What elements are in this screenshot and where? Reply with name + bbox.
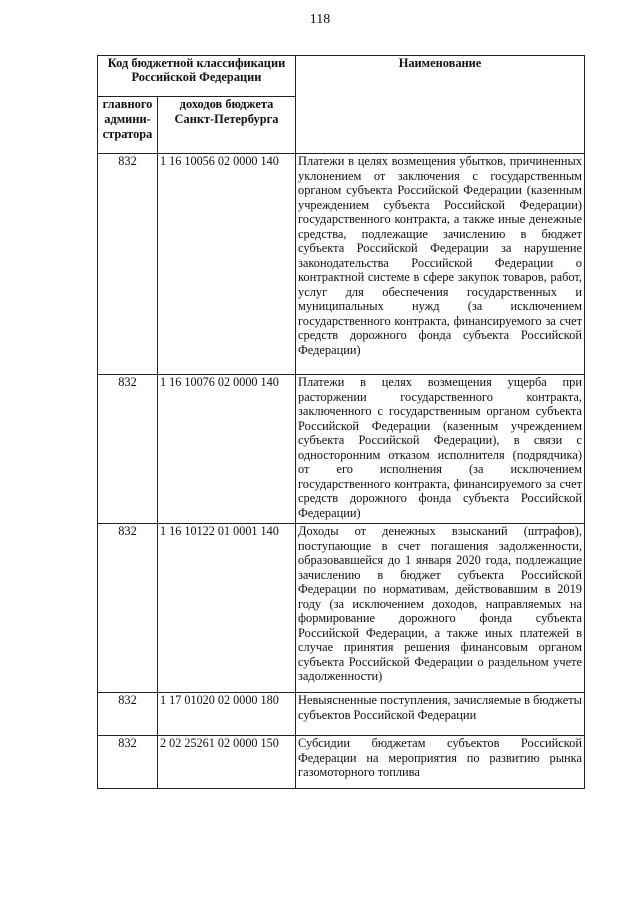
budget-classification-table: [97, 55, 585, 789]
table-row: [98, 375, 585, 524]
admin-code-cell: 832: [98, 375, 158, 524]
header-main-administrator: главного админи-стратора: [98, 97, 158, 154]
table-row: [98, 524, 585, 693]
income-code-cell: 1 16 10056 02 0000 140: [158, 154, 296, 375]
header-budget-income: доходов бюджета Санкт-Петербурга: [158, 97, 296, 154]
income-code-cell: 1 16 10076 02 0000 140: [158, 375, 296, 524]
name-cell: Субсидии бюджетам субъектов Российской Федерации на мероприятия по развитию рынка газомоторного топлива: [296, 736, 585, 789]
table-row: [98, 154, 585, 375]
header-name: Наименование: [296, 56, 585, 154]
header-budget-code: Код бюджетной классификации Российской Федерации: [98, 56, 296, 97]
admin-code-cell: 832: [98, 736, 158, 789]
name-cell: Невыясненные поступления, зачисляемые в бюджеты субъектов Российской Федерации: [296, 693, 585, 736]
name-cell: Доходы от денежных взысканий (штрафов), поступающие в счет погашения задолженности, образовавшейся до 1 января 2020 года, подлежащие зачислению в бюджет субъекта Российской Федерации по нормативам, действовавшим в 2019 году (за исключением доходов, направляемых на формирование дорожного фонда субъекта Российской Федерации, а также иных платежей в случае принятия решения финансовым органом субъекта Российской Федерации о раздельном учете задолженности): [296, 524, 585, 693]
income-code-cell: 1 17 01020 02 0000 180: [158, 693, 296, 736]
admin-code-cell: 832: [98, 524, 158, 693]
table-header-row: [98, 56, 585, 97]
admin-code-cell: 832: [98, 154, 158, 375]
name-cell: Платежи в целях возмещения убытков, причиненных уклонением от заключения с государственным органом субъекта Российской Федерации (казенным учреждением субъекта Российской Федерации) государственного контракта, а также иные денежные средства, подлежащие зачислению в бюджет субъекта Российской Федерации за нарушение законодательства Российской Федерации о контрактной системе в сфере закупок товаров, работ, услуг для обеспечения государственных и муниципальных нужд (за исключением государственного контракта, финансируемого за счет средств дорожного фонда субъекта Российской Федерации): [296, 154, 585, 375]
income-code-cell: 2 02 25261 02 0000 150: [158, 736, 296, 789]
table-row: [98, 693, 585, 736]
table-row: [98, 736, 585, 789]
income-code-cell: 1 16 10122 01 0001 140: [158, 524, 296, 693]
name-cell: Платежи в целях возмещения ущерба при расторжении государственного контракта, заключенного с государственным органом субъекта Российской Федерации (казенным учреждением субъекта Российской Федерации), в связи с односторонним отказом исполнителя (подрядчика) от его исполнения (за исключением государственного контракта, финансируемого за счет средств дорожного фонда субъекта Российской Федерации): [296, 375, 585, 524]
admin-code-cell: 832: [98, 693, 158, 736]
page-number: 118: [309, 12, 331, 27]
